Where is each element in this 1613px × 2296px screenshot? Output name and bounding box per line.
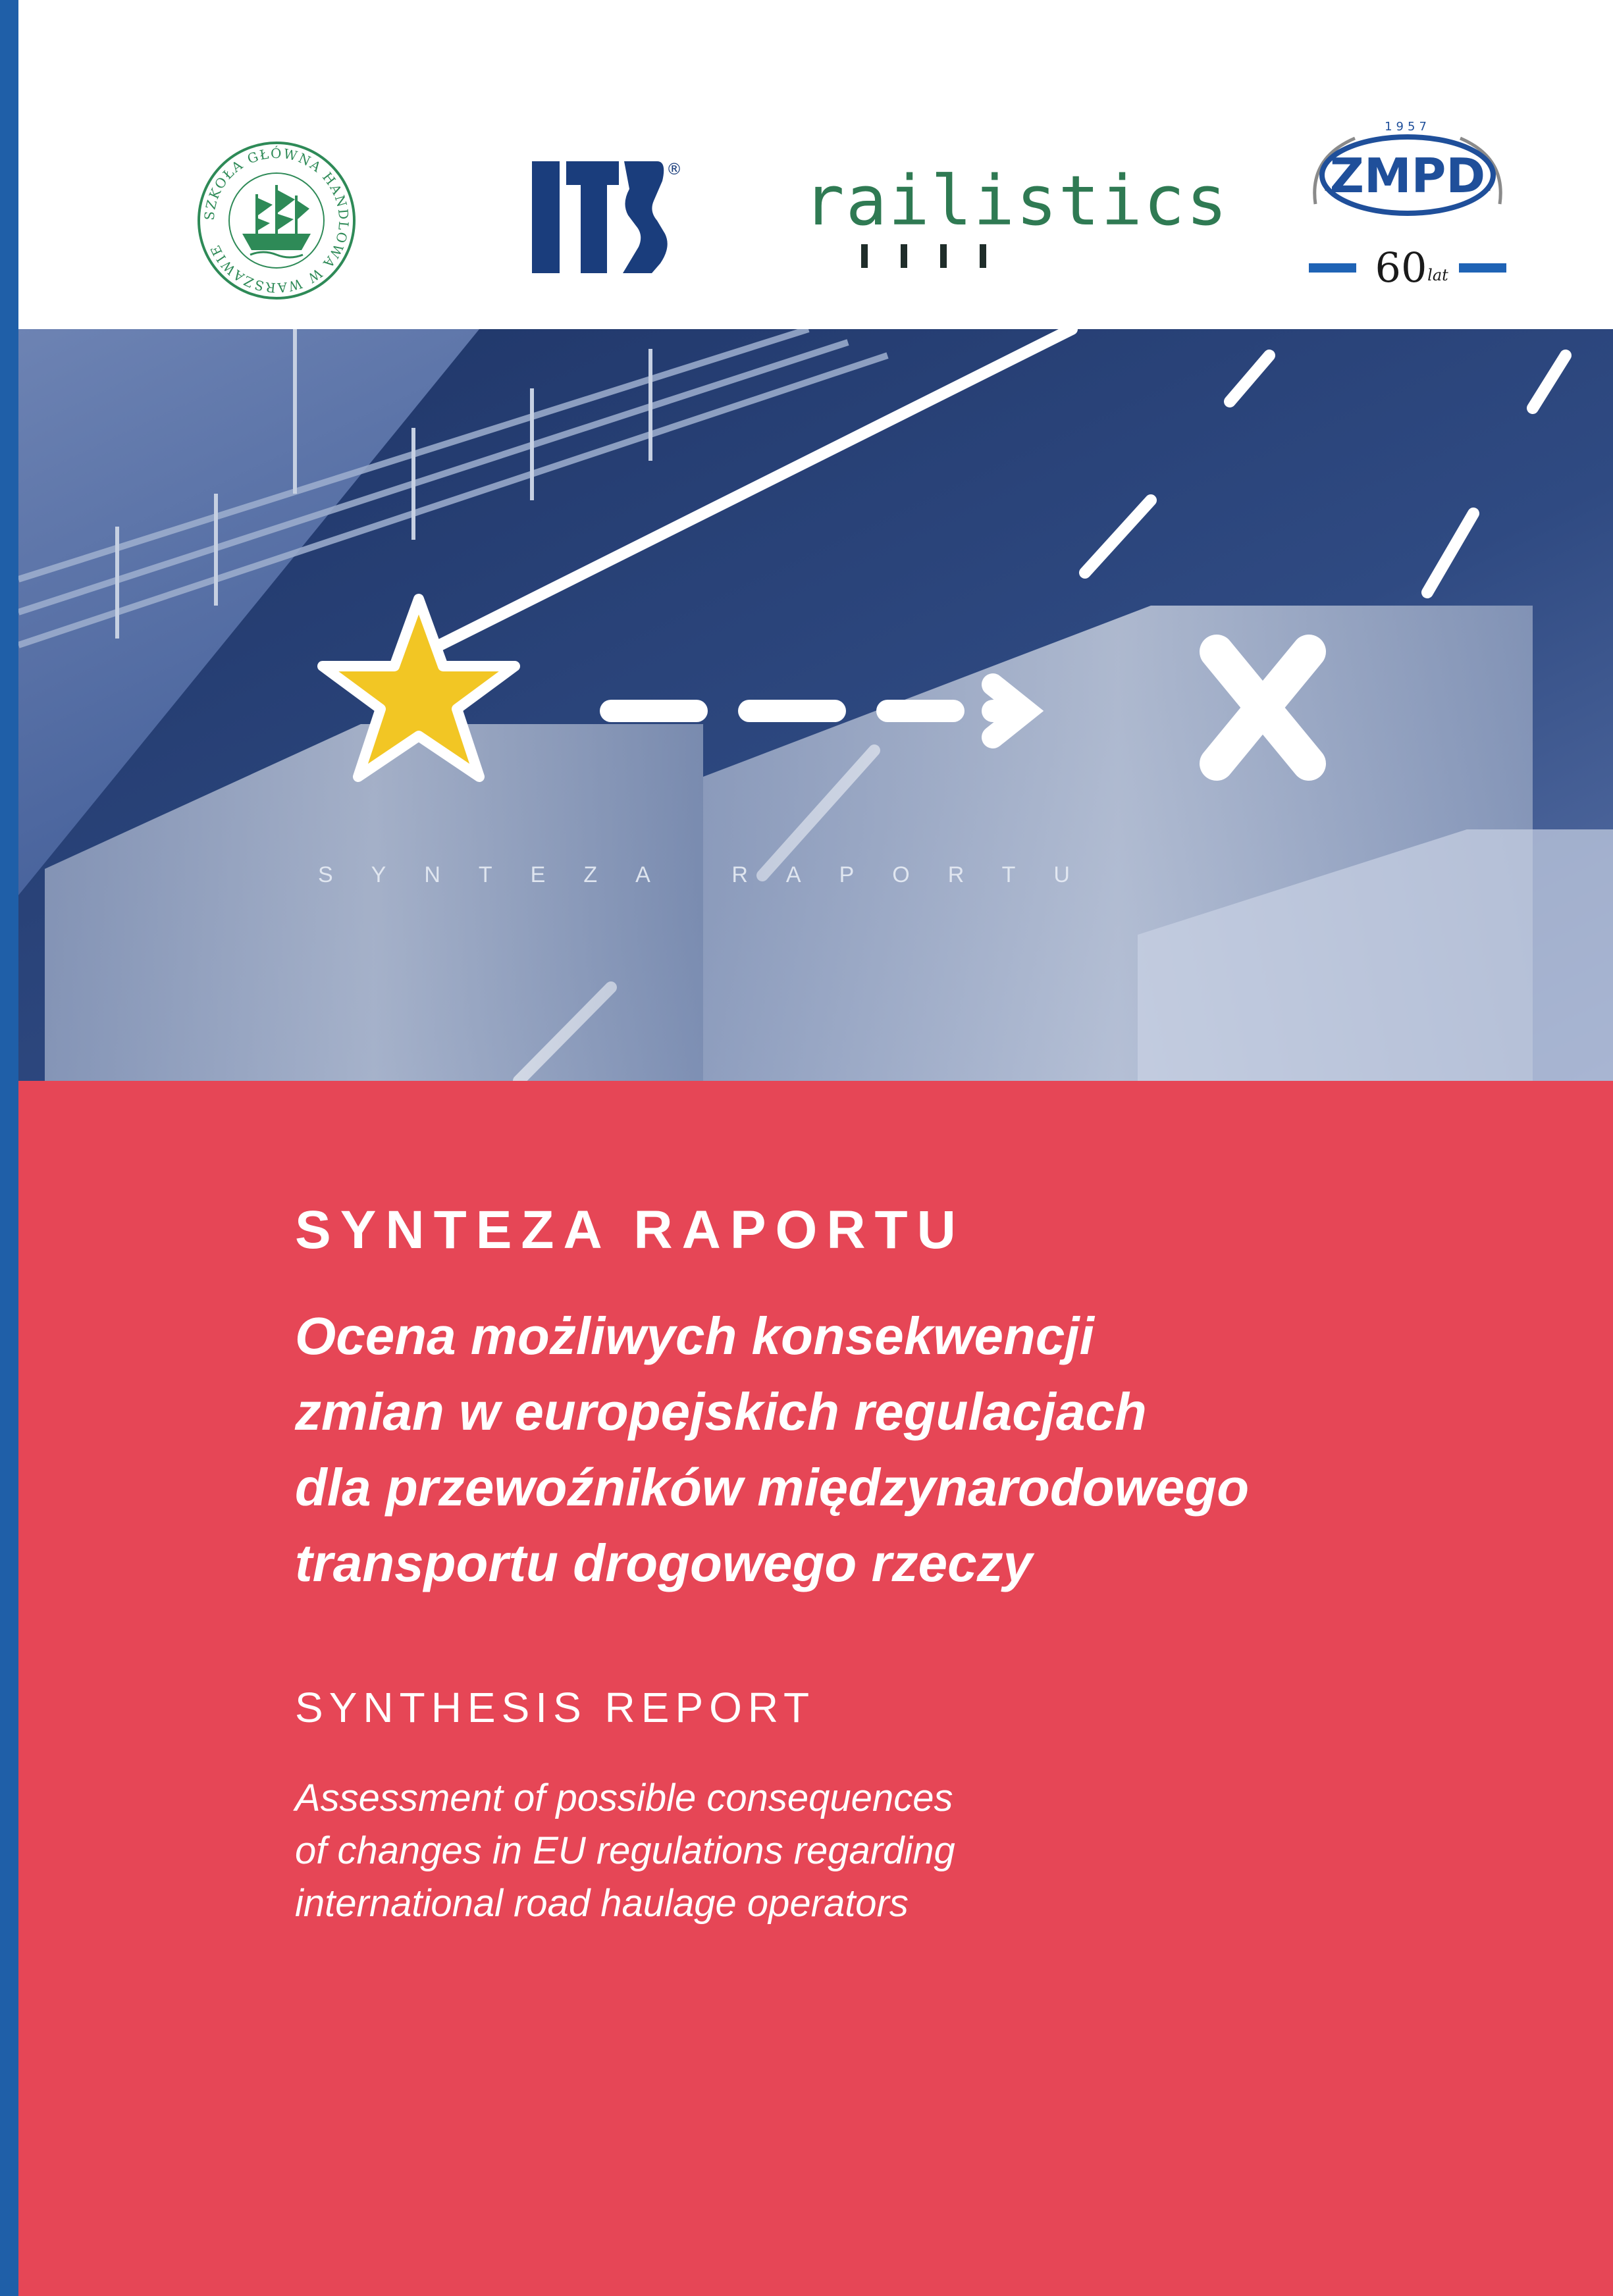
zmpd-logo <box>1289 112 1526 309</box>
polish-title-line: Ocena możliwych konsekwencji <box>295 1307 1094 1365</box>
english-heading: SYNTHESIS REPORT <box>295 1684 816 1731</box>
polish-title-line: dla przewoźników międzynarodowego <box>295 1458 1250 1517</box>
zmpd-name: ZMPD <box>1329 148 1486 203</box>
railistics-logo <box>803 161 1229 280</box>
its-logo-mark <box>525 155 683 286</box>
sgh-seal-icon <box>191 135 362 306</box>
ship-icon <box>242 185 311 257</box>
english-title <box>295 1772 1546 1930</box>
zmpd-anniversary-word: lat <box>1427 266 1448 284</box>
english-title-line: of changes in EU regulations regarding <box>295 1829 955 1872</box>
zmpd-emblem <box>1289 112 1526 309</box>
railistics-rail-icon <box>861 244 1059 271</box>
cover-photo <box>18 329 1613 1081</box>
its-registered-mark: ® <box>666 160 682 178</box>
sgh-logo <box>191 135 362 306</box>
polish-heading: SYNTEZA RAPORTU <box>295 1200 965 1260</box>
polish-title-line: transportu drogowego rzeczy <box>295 1534 1033 1592</box>
zmpd-year: 1957 <box>1385 120 1431 134</box>
railistics-wordmark: railistics <box>803 161 1229 241</box>
zmpd-anniversary-number: 60 <box>1375 244 1427 292</box>
english-title-line: Assessment of possible consequences <box>295 1777 953 1819</box>
highway-illustration <box>18 329 1613 1081</box>
photo-caption: SYNTEZA RAPORTU <box>318 862 1108 887</box>
cover-spine-stripe <box>0 0 18 2296</box>
polish-title-line: zmian w europejskich regulacjach <box>295 1382 1147 1441</box>
polish-title <box>295 1298 1546 1601</box>
its-logo <box>525 155 683 286</box>
english-title-line: international road haulage operators <box>295 1882 909 1925</box>
logo-band <box>18 0 1613 329</box>
title-panel <box>18 1081 1613 2296</box>
sgh-ring-text: SZKOŁA GŁÓWNA HANDLOWA W WARSZAWIE <box>201 145 352 296</box>
